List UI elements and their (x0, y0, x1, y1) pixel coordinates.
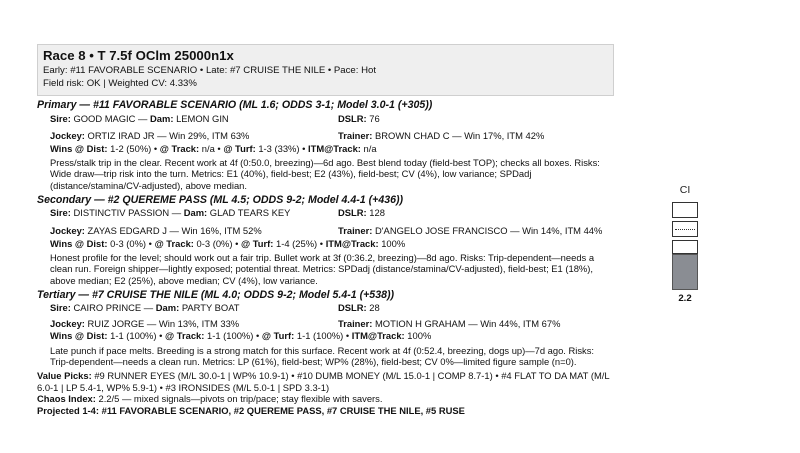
dslr (338, 207, 614, 219)
win-stats: Wins @ Dist: 0-3 (0%) • @ Track: 0-3 (0%) • @ Turf: 1-4 (25%) • ITM@Track: 100% (50, 237, 406, 249)
race-footer (37, 370, 614, 416)
dam-label: Dam: (155, 302, 180, 314)
track-value: n/a (201, 142, 215, 154)
itm-value: n/a (363, 142, 377, 154)
itm-label: ITM@Track: (325, 237, 379, 249)
dist-value: 0-3 (0%) (110, 237, 147, 249)
dam-label: Dam: (183, 207, 208, 219)
sire-value: DISTINCTIV PASSION (73, 207, 170, 219)
dam-label: Dam: (150, 112, 174, 124)
value-picks-label: Value Picks: (37, 370, 92, 382)
pace-line: Early: #11 FAVORABLE SCENARIO • Late: #7 CRUISE THE NILE • Pace: Hot (43, 65, 377, 76)
race-header (37, 44, 614, 96)
track-label: @ Track: (165, 330, 205, 342)
field-risk-line: Field risk: OK | Weighted CV: 4.33% (43, 78, 197, 89)
turf-label: @ Turf: (223, 142, 256, 154)
turf-value: 1-3 (33%) (258, 142, 300, 154)
dslr (338, 302, 614, 314)
horse-title: Secondary — #2 QUEREME PASS (ML 4.5; ODDS 9-2; Model 4.4-1 (+436)) (37, 193, 404, 206)
trainer-value: D'ANGELO JOSE FRANCISCO — Win 14%, ITM 44% (375, 224, 603, 236)
dist-label: Wins @ Dist: (50, 237, 108, 249)
sire-label: Sire: (50, 302, 71, 314)
trainer-value: BROWN CHAD C — Win 17%, ITM 42% (375, 130, 545, 142)
dam-value: PARTY BOAT (181, 302, 240, 314)
horse-description: Press/stalk trip in the clear. Recent work at 4f (0:50.0, breezing)—6d ago. Best blend today (field-best TOP); checks all boxes. Risks: Wide draw—trip risk into the turn. Metrics: E1 (40%), field-best; E2 (43%), field-best; CV (4%), low variance; SPDadj (distance/stamina/CV-adjusted), above median. (50, 157, 600, 191)
chaos-index-text: 2.2/5 — mixed signals—pivots on trip/pace; stay flexible with savers. (98, 393, 383, 405)
trainer (338, 318, 614, 330)
sire-value: CAIRO PRINCE (73, 302, 142, 314)
ci-gauge-segment (672, 202, 698, 218)
ci-gauge-segment (672, 221, 698, 237)
dslr-value: 28 (369, 302, 380, 314)
breeding: Sire: GOOD MAGIC — Dam: LEMON GIN (50, 112, 229, 124)
horse-description: Honest profile for the level; should work out a fair trip. Bullet work at 3f (0:36.2, breezing)—8d ago. Risks: Trip-dependent—needs a clean run. Foreign shipper—lightly exposed; potential threat. Metrics: SPDadj (distance/stamina/CV-adjusted), field-best; E1 (18%), above median; E2 (25%), above median; CV (4%), low variance. (50, 252, 595, 286)
itm-value: 100% (381, 237, 406, 249)
chaos-index-gauge (672, 184, 698, 304)
dam-value: LEMON GIN (176, 112, 229, 124)
horse-section-tertiary (37, 289, 614, 368)
itm-label: ITM@Track: (308, 142, 361, 154)
dslr-value: 76 (369, 112, 380, 124)
dslr-label: DSLR: (338, 112, 367, 124)
jockey (50, 130, 338, 142)
dslr (338, 113, 614, 125)
trainer (338, 225, 614, 237)
dslr-value: 128 (369, 207, 385, 219)
win-stats: Wins @ Dist: 1-2 (50%) • @ Track: n/a • @ Turf: 1-3 (33%) • ITM@Track: n/a (50, 142, 377, 154)
chaos-index-label: Chaos Index: (37, 393, 96, 405)
dslr-label: DSLR: (338, 302, 367, 314)
horse-title: Tertiary — #7 CRUISE THE NILE (ML 4.0; ODDS 9-2; Model 5.4-1 (+538)) (37, 288, 395, 301)
projected-label: Projected 1-4: (37, 404, 99, 416)
value-picks (37, 370, 614, 393)
dam-value: GLAD TEARS KEY (209, 207, 291, 219)
track-label: @ Track: (159, 142, 200, 154)
turf-label: @ Turf: (261, 330, 295, 342)
horse-title: Primary — #11 FAVORABLE SCENARIO (ML 1.6; ODDS 3-1; Model 3.0-1 (+305)) (37, 99, 433, 111)
jockey (50, 318, 338, 330)
ci-gauge-segment (672, 240, 698, 254)
projected-order (37, 405, 614, 416)
sire-value: GOOD MAGIC (73, 112, 136, 124)
track-value: 0-3 (0%) (196, 237, 233, 249)
horse-details (37, 302, 614, 329)
horse-section-primary (37, 99, 614, 191)
ci-gauge-value: 2.2 (678, 293, 692, 304)
dslr-label: DSLR: (338, 207, 367, 219)
dist-value: 1-1 (100%) (110, 330, 157, 342)
horse-details (37, 207, 614, 236)
jockey-value: ZAYAS EDGARD J — Win 16%, ITM 52% (87, 224, 262, 236)
trainer-value: MOTION H GRAHAM — Win 44%, ITM 67% (375, 317, 561, 329)
sire-label: Sire: (50, 112, 71, 124)
horse-section-secondary (37, 194, 614, 286)
chaos-index (37, 393, 614, 404)
itm-label: ITM@Track: (351, 330, 405, 342)
projected-text: #11 FAVORABLE SCENARIO, #2 QUEREME PASS, #7 CRUISE THE NILE, #5 RUSE (101, 404, 465, 416)
ci-gauge-label: CI (679, 184, 691, 196)
trainer-label: Trainer: (338, 224, 373, 236)
breeding: Sire: CAIRO PRINCE — Dam: PARTY BOAT (50, 302, 240, 314)
dist-label: Wins @ Dist: (50, 142, 108, 154)
breeding: Sire: DISTINCTIV PASSION — Dam: GLAD TEARS KEY (50, 207, 291, 219)
trainer-label: Trainer: (338, 130, 373, 142)
itm-value: 100% (407, 330, 432, 342)
jockey-value: ORTIZ IRAD JR — Win 29%, ITM 63% (87, 130, 250, 142)
jockey-value: RUIZ JORGE — Win 13%, ITM 33% (87, 317, 240, 329)
horse-details (37, 113, 614, 142)
jockey-label: Jockey: (50, 224, 85, 236)
horse-description: Late punch if pace melts. Breeding is a strong match for this surface. Recent work at 4f (0:52.4, breezing, dogs up)—7d ago. Risks: Trip-dependent—needs a clean run. Metrics: LP (61%), field-best; WP% (28%), field-best; CV 0%—limited figure sample (n=0). (50, 345, 595, 368)
race-title: Race 8 • T 7.5f OClm 25000n1x (43, 48, 234, 63)
turf-label: @ Turf: (241, 237, 274, 249)
trainer (338, 130, 614, 142)
sire-label: Sire: (50, 207, 71, 219)
jockey-label: Jockey: (50, 130, 85, 142)
turf-value: 1-4 (25%) (276, 237, 318, 249)
value-picks-text: #9 RUNNER EYES (M/L 30.0-1 | WP% 10.9-1) • #10 DUMB MONEY (M/L 15.0-1 | COMP 8.7-1) • #4 FLAT TO DA MAT (M/L 6.0-1 | LP 5.4-1, WP% 5.9-1) • #3 IRONSIDES (M/L 5.0-1 | SPD 3.3-1) (37, 370, 610, 393)
track-label: @ Track: (154, 237, 194, 249)
jockey-label: Jockey: (50, 317, 85, 329)
track-value: 1-1 (100%) (206, 330, 254, 342)
trainer-label: Trainer: (338, 317, 373, 329)
race-report (37, 44, 614, 416)
dist-label: Wins @ Dist: (50, 330, 108, 342)
win-stats: Wins @ Dist: 1-1 (100%) • @ Track: 1-1 (100%) • @ Turf: 1-1 (100%) • ITM@Track: 100% (50, 330, 432, 342)
ci-gauge-fill (672, 254, 698, 290)
turf-value: 1-1 (100%) (296, 330, 344, 342)
dist-value: 1-2 (50%) (110, 142, 152, 154)
jockey (50, 225, 338, 237)
